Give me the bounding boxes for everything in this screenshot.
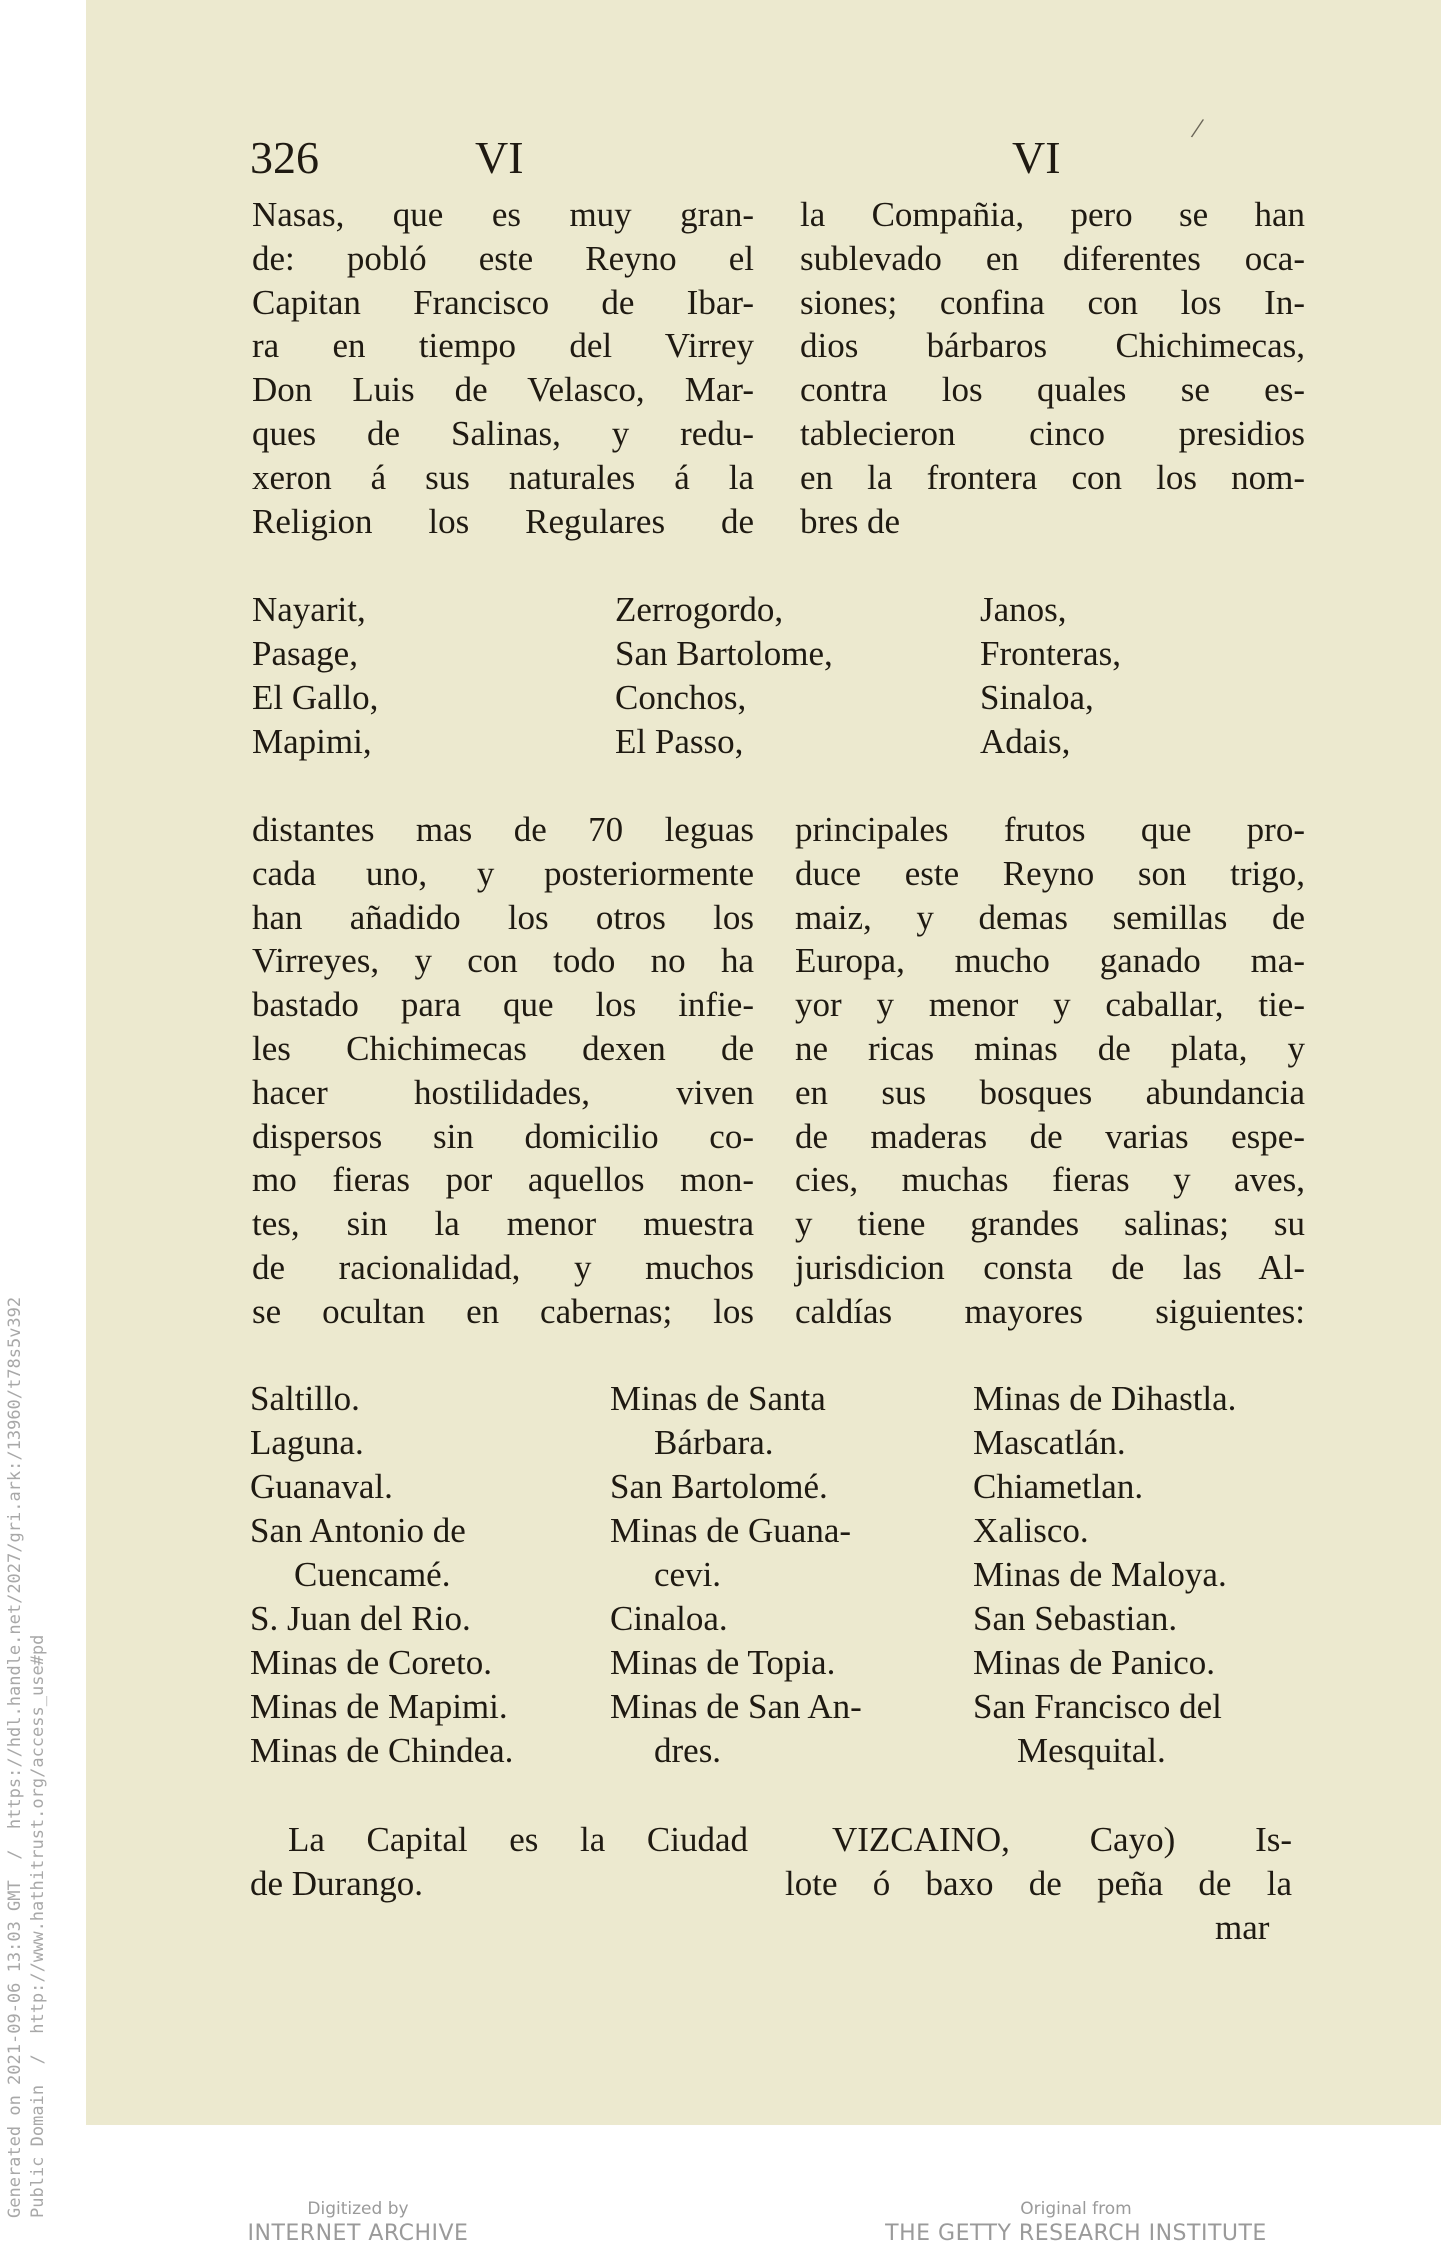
alcaldia-item: Guanaval. xyxy=(250,1467,393,1506)
text-line: distantes mas de 70 leguas xyxy=(252,810,754,849)
presidios-column-1 xyxy=(252,588,378,764)
text-line: en la frontera con los nom- xyxy=(800,457,1305,497)
text-line: maiz, y demas semillas de xyxy=(795,897,1305,937)
alcaldia-item: Cuencamé. xyxy=(294,1555,451,1594)
stamp-line-2: Public Domain / http://www.hathitrust.org/access_use#pd xyxy=(28,1634,48,2218)
footer-original-label: Original from xyxy=(1020,2199,1132,2219)
running-head-left: VI xyxy=(475,132,524,183)
alcaldia-item: Minas de Chindea. xyxy=(250,1731,514,1770)
alcaldia-item: San Bartolomé. xyxy=(610,1467,828,1506)
presidios-column-2 xyxy=(615,588,833,764)
presidio-item: Fronteras, xyxy=(980,634,1121,673)
text-line: dispersos sin domicilio co- xyxy=(252,1116,754,1156)
text-line: sublevado en diferentes oca- xyxy=(800,238,1305,278)
presidio-item: Mapimi, xyxy=(252,722,372,761)
text-line: xeron á sus naturales á la xyxy=(252,457,754,497)
presidio-item: El Gallo, xyxy=(252,678,379,717)
text-line: y tiene grandes salinas; su xyxy=(795,1204,1305,1244)
running-head-right: VI xyxy=(1012,132,1061,183)
text-line: hacer hostilidades, viven xyxy=(252,1072,754,1112)
presidio-item: Nayarit, xyxy=(252,590,366,629)
left-column-top xyxy=(252,193,754,543)
text-line: Virreyes, y con todo no ha xyxy=(252,941,754,981)
alcaldia-item: Saltillo. xyxy=(250,1379,360,1418)
text-line: contra los quales se es- xyxy=(800,370,1305,410)
alcaldia-item: Laguna. xyxy=(250,1423,364,1462)
presidios-column-3 xyxy=(980,588,1121,764)
text-line: se ocultan en cabernas; los xyxy=(252,1291,754,1331)
footer-digitized xyxy=(148,2198,568,2248)
alcaldias-column-3 xyxy=(973,1377,1236,1773)
hathitrust-stamp xyxy=(4,1297,50,2218)
alcaldias-column-2 xyxy=(610,1377,862,1773)
closing-right-paragraph-cont xyxy=(785,1862,1292,1906)
text-line: tes, sin la menor muestra xyxy=(252,1204,754,1244)
alcaldia-item: S. Juan del Rio. xyxy=(250,1599,471,1638)
alcaldia-item: Minas de Panico. xyxy=(973,1643,1216,1682)
text-line: bres de xyxy=(800,501,901,541)
presidio-item: Conchos, xyxy=(615,678,747,717)
alcaldia-item: dres. xyxy=(654,1731,722,1770)
text-line: ne ricas minas de plata, y xyxy=(795,1028,1305,1068)
text-line: les Chichimecas dexen de xyxy=(252,1028,754,1068)
footer-digitized-source: INTERNET ARCHIVE xyxy=(247,2221,469,2246)
alcaldia-item: Xalisco. xyxy=(973,1511,1089,1550)
alcaldia-item: Minas de Maloya. xyxy=(973,1555,1227,1594)
catchword: mar xyxy=(1215,1908,1270,1947)
alcaldia-item: San Sebastian. xyxy=(973,1599,1178,1638)
text-line: Don Luis de Velasco, Mar- xyxy=(252,370,754,410)
text-line: bastado para que los infie- xyxy=(252,985,754,1025)
stray-mark: / xyxy=(1189,111,1206,146)
presidio-item: El Passo, xyxy=(615,722,744,761)
text-line: Europa, mucho ganado ma- xyxy=(795,941,1305,981)
alcaldias-column-1 xyxy=(250,1377,513,1773)
alcaldia-item: Minas de San An- xyxy=(610,1687,862,1726)
text-line: han añadido los otros los xyxy=(252,897,754,937)
text-line: de: pobló este Reyno el xyxy=(252,238,754,278)
closing-right-line: lote ó baxo de peña de la xyxy=(785,1864,1292,1903)
closing-left-line: La Capital es la Ciudad xyxy=(288,1820,748,1859)
text-line: Religion los Regulares de xyxy=(252,501,754,541)
text-line: siones; confina con los In- xyxy=(800,282,1305,322)
alcaldia-item: Bárbara. xyxy=(654,1423,774,1462)
presidio-item: Janos, xyxy=(980,590,1067,629)
presidio-item: San Bartolome, xyxy=(615,634,833,673)
closing-left-paragraph xyxy=(288,1818,748,1862)
right-column-top xyxy=(800,193,1305,543)
footer-original xyxy=(866,2198,1286,2248)
footer-original-source: THE GETTY RESEARCH INSTITUTE xyxy=(885,2221,1267,2246)
alcaldia-item: cevi. xyxy=(654,1555,722,1594)
alcaldia-item: Minas de Dihastla. xyxy=(973,1379,1237,1418)
right-column-middle xyxy=(795,808,1305,1334)
text-line: cada uno, y posteriormente xyxy=(252,853,754,893)
alcaldia-item: San Antonio de xyxy=(250,1511,466,1550)
text-line: ques de Salinas, y redu- xyxy=(252,413,754,453)
footer-digitized-label: Digitized by xyxy=(307,2199,409,2219)
text-line: ra en tiempo del Virrey xyxy=(252,326,754,366)
alcaldia-item: Cinaloa. xyxy=(610,1599,728,1638)
alcaldia-item: Minas de Coreto. xyxy=(250,1643,493,1682)
text-line: de racionalidad, y muchos xyxy=(252,1247,754,1287)
text-line: yor y menor y caballar, tie- xyxy=(795,985,1305,1025)
alcaldia-item: Minas de Mapimi. xyxy=(250,1687,508,1726)
presidio-item: Pasage, xyxy=(252,634,358,673)
alcaldia-item: Minas de Topia. xyxy=(610,1643,836,1682)
text-line: mo fieras por aquellos mon- xyxy=(252,1160,754,1200)
text-line: cies, muchas fieras y aves, xyxy=(795,1160,1305,1200)
left-column-middle xyxy=(252,808,754,1334)
page-number: 326 xyxy=(250,132,319,183)
alcaldia-item: Minas de Santa xyxy=(610,1379,826,1418)
alcaldia-item: Mesquital. xyxy=(1017,1731,1166,1770)
text-line: la Compañia, pero se han xyxy=(800,195,1305,234)
closing-left-line: de Durango. xyxy=(250,1864,424,1903)
text-line: en sus bosques abundancia xyxy=(795,1072,1305,1112)
text-line: principales frutos que pro- xyxy=(795,810,1305,849)
text-line: Nasas, que es muy gran- xyxy=(252,195,754,234)
presidio-item: Adais, xyxy=(980,722,1071,761)
text-line: de maderas de varias espe- xyxy=(795,1116,1305,1156)
alcaldia-item: Mascatlán. xyxy=(973,1423,1126,1462)
presidio-item: Zerrogordo, xyxy=(615,590,784,629)
text-line: Capitan Francisco de Ibar- xyxy=(252,282,754,322)
text-line: duce este Reyno son trigo, xyxy=(795,853,1305,893)
alcaldia-item: Minas de Guana- xyxy=(610,1511,852,1550)
presidio-item: Sinaloa, xyxy=(980,678,1094,717)
text-line: caldías mayores siguientes: xyxy=(795,1291,1305,1331)
alcaldia-item: Chiametlan. xyxy=(973,1467,1144,1506)
closing-left-paragraph-cont xyxy=(250,1862,710,1906)
closing-right-paragraph xyxy=(832,1818,1292,1862)
text-line: dios bárbaros Chichimecas, xyxy=(800,326,1305,366)
stamp-line-1: Generated on 2021-09-06 13:03 GMT / https://hdl.handle.net/2027/gri.ark:/13960/t78s5v392 xyxy=(5,1296,25,2218)
alcaldia-item: San Francisco del xyxy=(973,1687,1222,1726)
text-line: tablecieron cinco presidios xyxy=(800,413,1305,453)
text-line: jurisdicion consta de las Al- xyxy=(795,1247,1305,1287)
closing-right-line: VIZCAINO, Cayo) Is- xyxy=(832,1820,1292,1859)
